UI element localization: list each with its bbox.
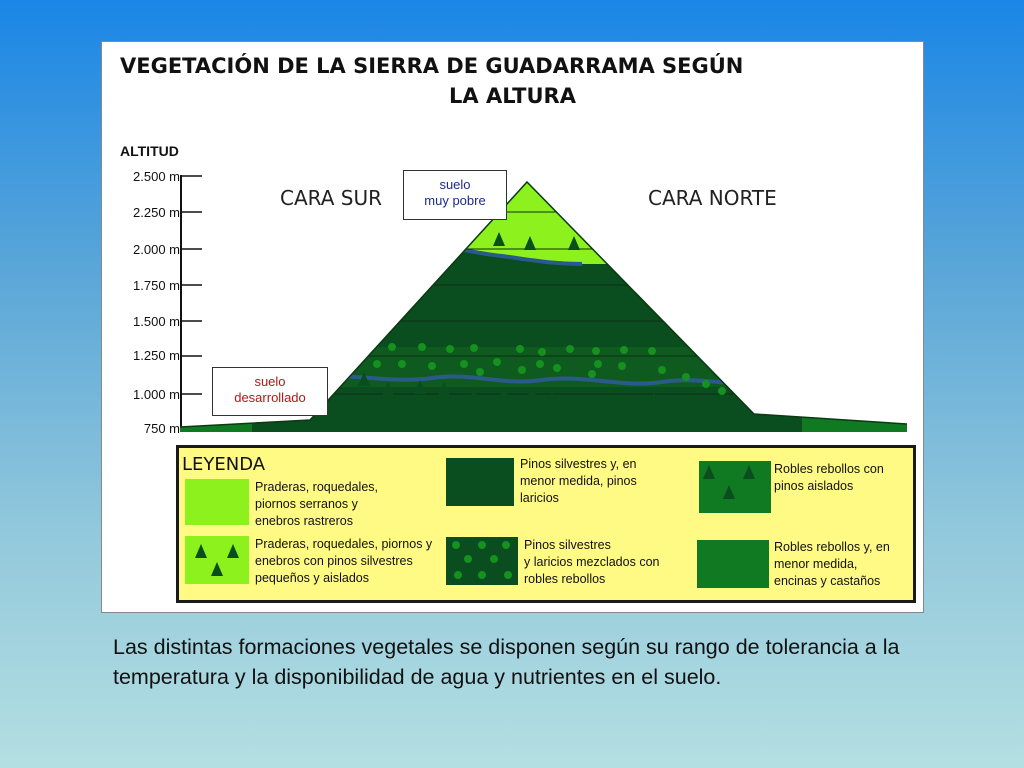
legend-text-mixed-forest: Pinos silvestres y laricios mezclados con robles rebollos xyxy=(524,538,660,586)
legend-text-oaks-holm-chestnut: Robles rebollos y, en menor medida, encinas y castaños xyxy=(774,540,890,588)
title-line-1: VEGETACIÓN DE LA SIERRA DE GUADARRAMA SEGÚN xyxy=(120,54,744,78)
tick-label-1750: 1.750 m xyxy=(133,278,180,293)
legend-text-oaks-pines: Robles rebollos con pinos aislados xyxy=(774,462,884,493)
soil-developed-line1: suelo xyxy=(254,374,286,389)
legend-swatch-scots-pines xyxy=(446,458,514,506)
soil-poor-line2: muy pobre xyxy=(424,193,486,208)
tick-label-1000: 1.000 m xyxy=(133,387,180,402)
soil-poor-line1: suelo xyxy=(439,177,471,192)
legend xyxy=(176,445,916,603)
legend-text-meadows-pines: Praderas, roquedales, piornos y enebros con pinos silvestres pequeños y aislados xyxy=(255,537,433,585)
legend-swatch-oaks-pines xyxy=(699,461,771,513)
axis-ticks xyxy=(181,176,202,428)
tick-label-750: 750 m xyxy=(143,421,180,436)
legend-swatch-meadows-pines xyxy=(185,536,249,584)
legend-text-scots-pines: Pinos silvestres y, en menor medida, pinos laricios xyxy=(520,457,637,505)
altitude-axis-label: ALTITUD xyxy=(120,143,179,159)
south-face-label: CARA SUR xyxy=(280,186,383,210)
legend-swatch-meadows xyxy=(185,479,249,525)
soil-poor-box xyxy=(403,170,507,220)
diagram-panel xyxy=(101,41,924,613)
tick-label-1250: 1.250 m xyxy=(133,348,180,363)
tick-label-1500: 1.500 m xyxy=(133,314,180,329)
soil-developed-box xyxy=(212,367,328,416)
tick-label-2500: 2.500 m xyxy=(133,169,180,184)
legend-title: LEYENDA xyxy=(182,454,266,475)
soil-developed-line2: desarrollado xyxy=(234,390,306,405)
title-line-2: LA ALTURA xyxy=(449,84,576,108)
tick-label-2000: 2.000 m xyxy=(133,242,180,257)
legend-swatch-oaks-holm-chestnut xyxy=(697,540,769,588)
north-face-label: CARA NORTE xyxy=(648,186,777,210)
legend-swatch-mixed-forest xyxy=(446,537,518,585)
tick-label-2250: 2.250 m xyxy=(133,205,180,220)
caption-text: Las distintas formaciones vegetales se disponen según su rango de tolerancia a la temperatura y la disponibilidad de agua y nutrientes en el suelo. xyxy=(113,635,900,689)
legend-text-meadows: Praderas, roquedales, piornos serranos y enebros rastreros xyxy=(255,480,378,528)
